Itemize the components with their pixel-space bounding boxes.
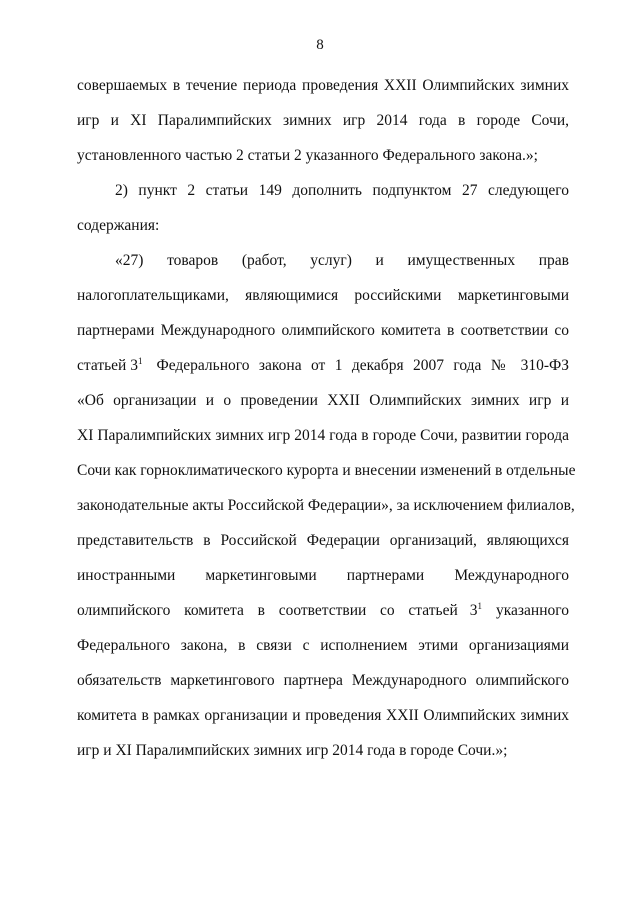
text-line: совершаемых в течение периода проведения XXII Олимпийских зимних	[77, 77, 569, 94]
paragraph-27-start: «27) товаров (работ, услуг) и имущественных прав	[115, 252, 569, 269]
text-line-end: указанного	[496, 602, 569, 619]
text-line: законодательные акты Российской Федерации», за исключением филиалов,	[77, 497, 575, 514]
text-line: XI Паралимпийских зимних игр 2014 года в городе Сочи, развитии города	[77, 427, 569, 444]
article-number: 3	[130, 357, 138, 374]
page-number: 8	[316, 37, 324, 53]
article-ref-2	[470, 601, 482, 621]
text-line: иностранными маркетинговыми партнерами Международного	[77, 567, 569, 584]
text-line: содержания:	[77, 217, 160, 234]
article-ref	[77, 356, 142, 376]
text-line: комитета в рамках организации и проведения XXII Олимпийских зимних	[77, 707, 569, 724]
text-line: игр и XI Паралимпийских зимних игр 2014 года в городе Сочи.»;	[77, 742, 508, 759]
text-line: партнерами Международного олимпийского комитета в соответствии со	[77, 322, 569, 339]
text-line: Сочи как горноклиматического курорта и внесении изменений в отдельные	[77, 462, 576, 479]
article-number: 3	[469, 602, 478, 619]
text-line-start: олимпийского комитета в соответствии со статьей	[77, 602, 458, 619]
article-superscript: 1	[477, 601, 482, 611]
text-line: налогоплательщиками, являющимися российскими маркетинговыми	[77, 287, 569, 304]
article-superscript: 1	[137, 356, 143, 366]
text-line: Федерального закона, в связи с исполнением этими организациями	[77, 637, 569, 654]
text-line: обязательств маркетингового партнера Международного олимпийского	[77, 672, 569, 689]
text-line-article-ref-2	[77, 601, 569, 621]
article-word: статьей	[77, 357, 127, 374]
text-line-article-ref	[77, 356, 569, 376]
text-line: представительств в Российской Федерации организаций, являющихся	[77, 532, 569, 549]
text-line-rest: Федерального закона от 1 декабря 2007 года № 310-ФЗ	[156, 357, 569, 374]
text-line: «Об организации и о проведении XXII Олимпийских зимних игр и	[77, 392, 569, 409]
text-line: игр и XI Паралимпийских зимних игр 2014 года в городе Сочи,	[77, 112, 569, 129]
paragraph-2-start: 2) пункт 2 статьи 149 дополнить подпунктом 27 следующего	[115, 182, 569, 199]
text-line: установленного частью 2 статьи 2 указанного Федерального закона.»;	[77, 147, 538, 164]
